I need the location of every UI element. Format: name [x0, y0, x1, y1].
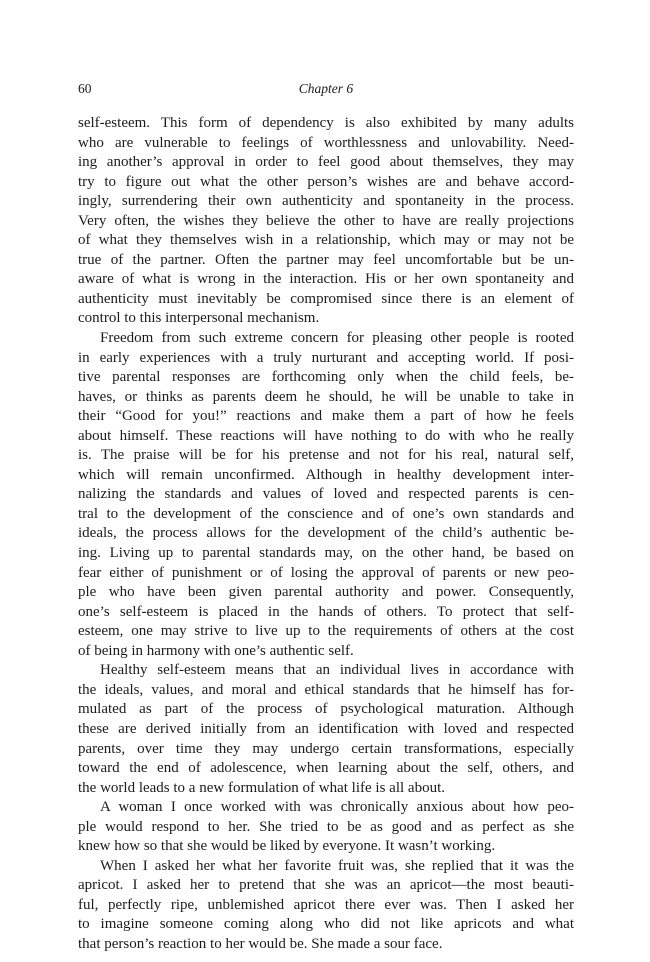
text-line: mulated as part of the process of psychological maturation. Although — [78, 701, 574, 718]
text-line: true of the partner. Often the partner may feel uncomfortable but be un- — [78, 251, 574, 268]
text-line: who are vulnerable to feelings of worthlessness and unlovability. Need- — [78, 134, 574, 151]
text-line: about himself. These reactions will have nothing to do with who he really — [78, 427, 574, 444]
text-line: ple would respond to her. She tried to be as good and as perfect as she — [78, 818, 574, 835]
text-line: tive parental responses are forthcoming only when the child feels, be- — [78, 369, 574, 386]
text-line: ingly, surrendering their own authenticity and spontaneity in the process. — [78, 193, 574, 210]
text-line: aware of what is wrong in the interaction. His or her own spontaneity and — [78, 271, 574, 288]
chapter-title: Chapter 6 — [298, 81, 354, 96]
text-line: these are derived initially from an identification with loved and respected — [78, 720, 574, 737]
text-line: toward the end of adolescence, when learning about the self, others, and — [78, 760, 574, 777]
text-line: to imagine someone coming along who did not like apricots and what — [78, 916, 574, 933]
text-line: ful, perfectly ripe, unblemished apricot there ever was. Then I asked her — [78, 896, 574, 913]
text-line: apricot. I asked her to pretend that she was an apricot—the most beauti- — [78, 877, 574, 894]
text-line: esteem, one may strive to live up to the requirements of others at the cost — [78, 623, 574, 640]
text-line: authenticity must inevitably be compromised since there is an element of — [78, 290, 574, 307]
text-line: parents, over time they may undergo certain transformations, especially — [78, 740, 574, 757]
body-text — [78, 114, 574, 955]
text-line: control to this interpersonal mechanism. — [78, 310, 320, 327]
text-line: the ideals, values, and moral and ethical standards that he himself has for- — [78, 681, 574, 698]
page-number: 60 — [78, 81, 92, 96]
text-line: in early experiences with a truly nurturant and accepting world. If posi- — [78, 349, 574, 366]
text-line: knew how so that she would be liked by everyone. It wasn’t working. — [78, 838, 496, 855]
text-line: one’s self-esteem is placed in the hands of others. To protect that self- — [78, 603, 574, 620]
text-line: Very often, the wishes they believe the other to have are really projections — [78, 212, 574, 229]
text-line: ideals, the process allows for the development of the child’s authentic be- — [78, 525, 574, 542]
text-line: When I asked her what her favorite fruit was, she replied that it was the — [100, 857, 574, 874]
text-line: nalizing the standards and values of loved and respected parents is cen- — [78, 486, 574, 503]
text-line: A woman I once worked with was chronically anxious about how peo- — [100, 799, 574, 816]
text-line: fear either of punishment or of losing the approval of parents or new peo- — [78, 564, 574, 581]
text-line: the world leads to a new formulation of what life is all about. — [78, 779, 445, 796]
text-line: which will remain unconfirmed. Although in healthy development inter- — [78, 466, 574, 483]
text-line: of being in harmony with one’s authentic self. — [78, 642, 354, 659]
text-line: ing another’s approval in order to feel good about themselves, they may — [78, 154, 574, 171]
text-line: of what they themselves wish in a relationship, which may or may not be — [78, 232, 574, 249]
text-line: try to figure out what the other person’s wishes are and behave accord- — [78, 173, 574, 190]
text-line: Healthy self-esteem means that an individual lives in accordance with — [100, 662, 574, 679]
text-line: self-esteem. This form of dependency is also exhibited by many adults — [78, 115, 574, 131]
text-line: haves, or thinks as parents deem he should, he will be unable to take in — [78, 388, 574, 405]
text-line: that person’s reaction to her would be. She made a sour face. — [78, 935, 443, 952]
text-line: ple who have been given parental authority and power. Consequently, — [78, 584, 574, 601]
text-line: ing. Living up to parental standards may, on the other hand, be based on — [78, 545, 574, 562]
running-head — [78, 80, 574, 98]
text-line: Freedom from such extreme concern for pleasing other people is rooted — [100, 330, 574, 347]
text-line: is. The praise will be for his pretense and not for his real, natural self, — [78, 447, 574, 464]
text-line: tral to the development of the conscience and of one’s own standards and — [78, 505, 574, 522]
text-line: their “Good for you!” reactions and make them a part of how he feels — [78, 408, 574, 425]
